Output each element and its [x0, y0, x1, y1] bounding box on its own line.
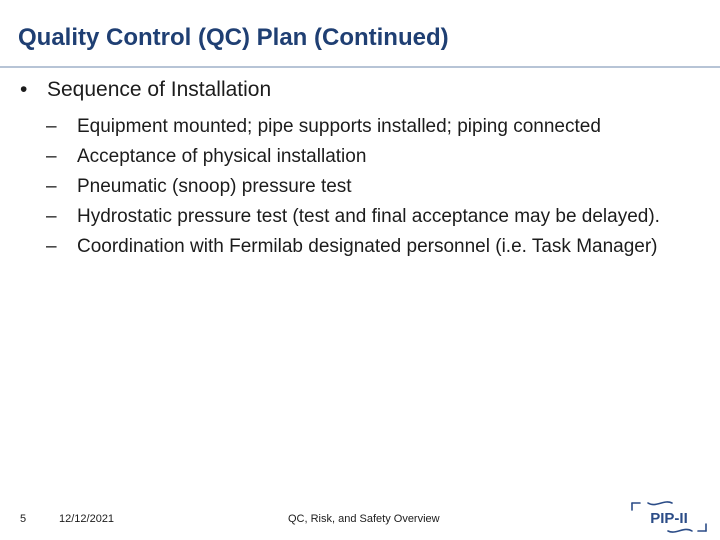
sub-bullet-item: [46, 232, 706, 262]
sub-bullet-item: [46, 142, 706, 172]
dash-mark: –: [46, 206, 57, 227]
sub-bullet-text: Acceptance of physical installation: [77, 146, 367, 167]
sub-bullet-text: Pneumatic (snoop) pressure test: [77, 176, 352, 197]
sub-bullet-item: [46, 172, 706, 202]
sub-bullet-item: [46, 112, 706, 142]
sub-bullet-text: Equipment mounted; pipe supports installed; piping connected: [77, 116, 601, 137]
dash-mark: –: [46, 146, 57, 167]
bullet-text: Sequence of Installation: [47, 78, 272, 101]
pip-ii-logo-icon: [628, 500, 710, 534]
sub-bullet-list: [46, 112, 706, 262]
dash-mark: –: [46, 176, 57, 197]
footer-date: 12/12/2021: [59, 513, 115, 525]
footer-title: QC, Risk, and Safety Overview: [288, 513, 440, 525]
slide-title: Quality Control (QC) Plan (Continued): [18, 24, 449, 51]
sub-bullet-text: Coordination with Fermilab designated personnel (i.e. Task Manager): [77, 236, 658, 257]
bullet-mark: •: [20, 78, 28, 101]
bullet-item: [20, 78, 271, 102]
sub-bullet-text: Hydrostatic pressure test (test and final acceptance may be delayed).: [77, 206, 660, 227]
page-number: 5: [20, 513, 27, 525]
dash-mark: –: [46, 236, 57, 257]
logo-text: PIP-II: [650, 510, 688, 527]
title-divider: [0, 66, 720, 68]
sub-bullet-item: [46, 202, 706, 232]
dash-mark: –: [46, 116, 57, 137]
